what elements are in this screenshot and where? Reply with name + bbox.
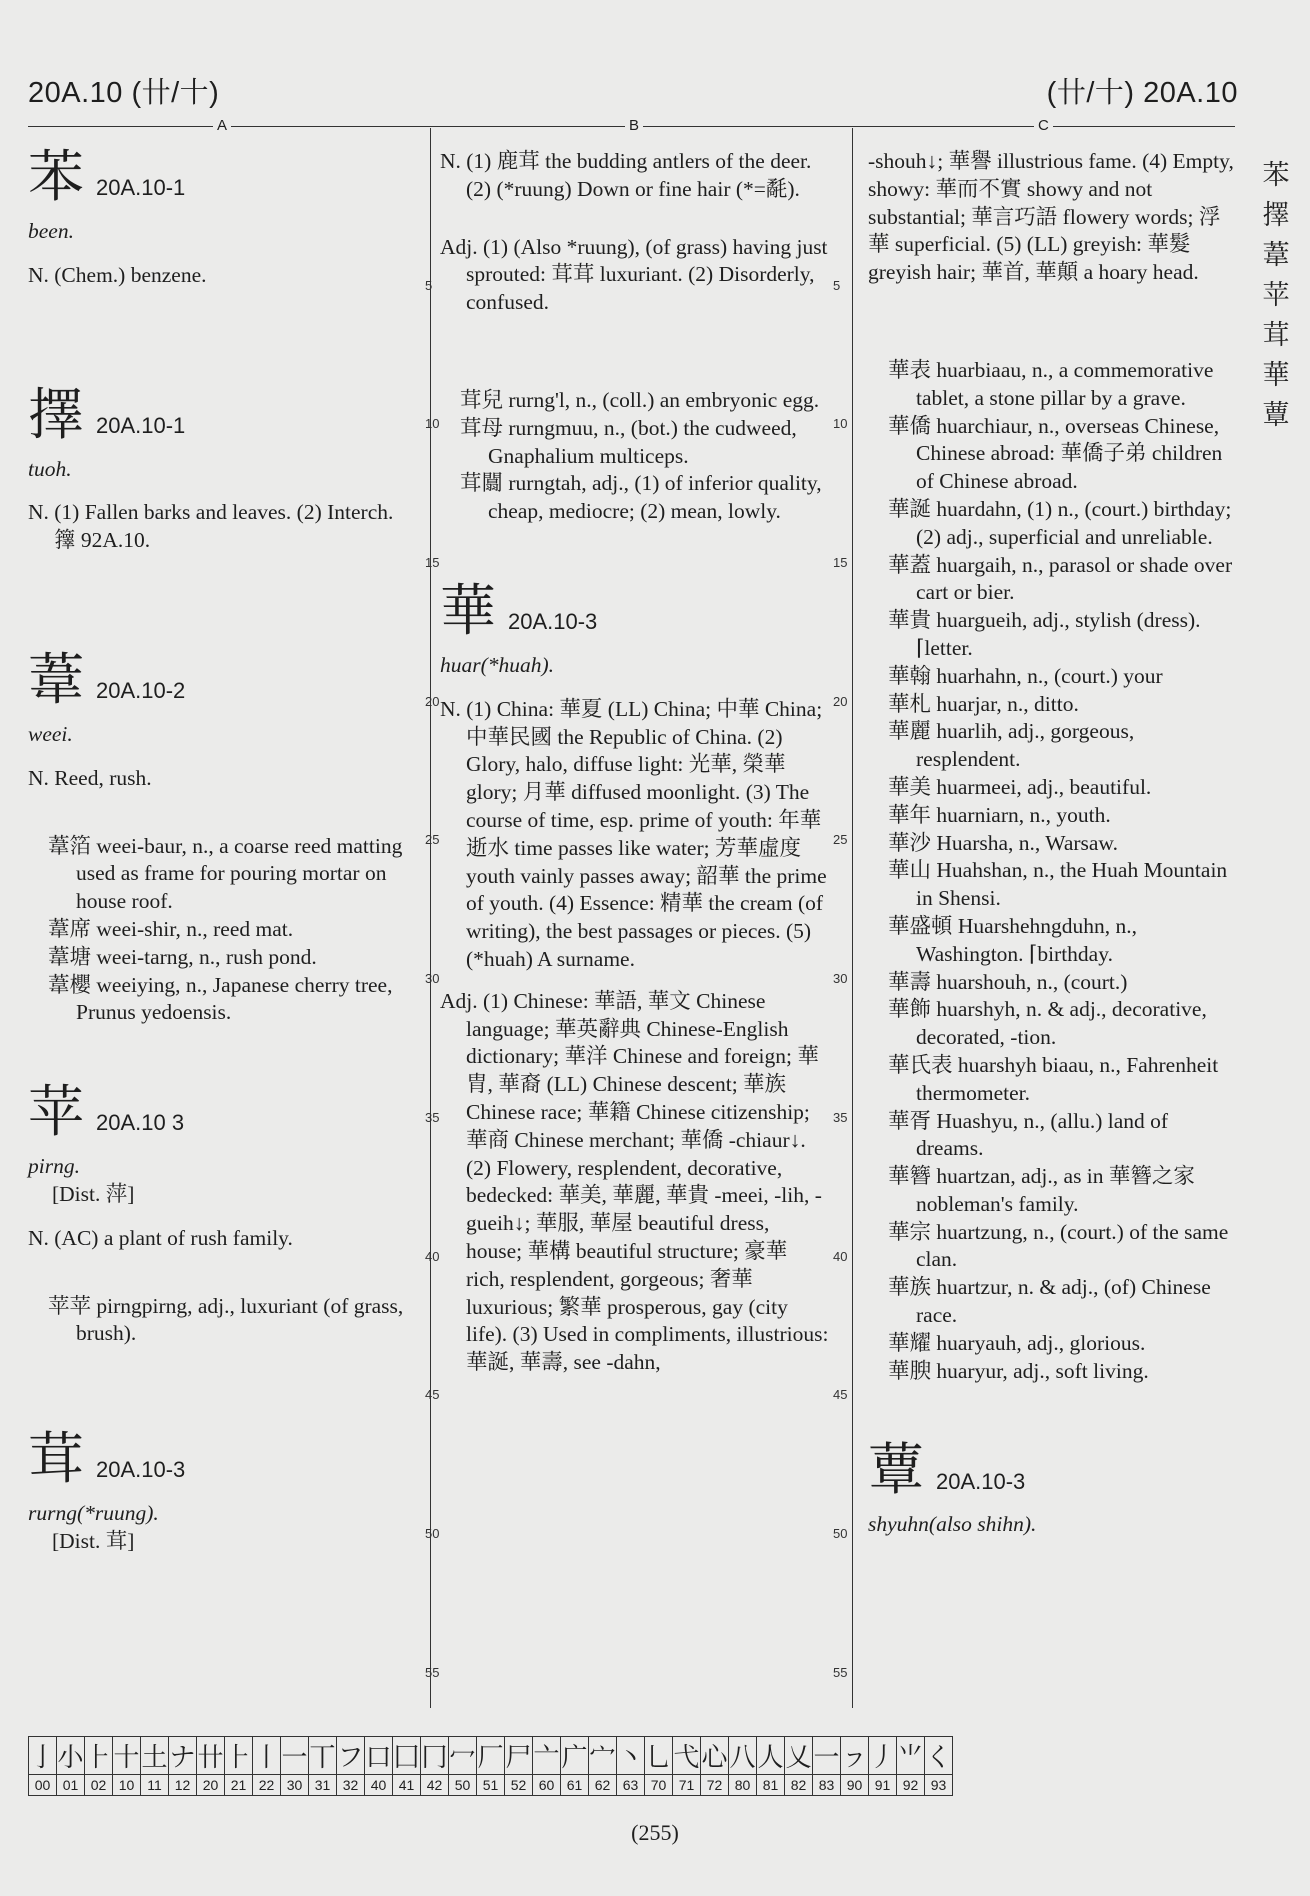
radical-number-row — [29, 1775, 953, 1796]
compound-entry: 華麗 huarlih, adj., gorgeous, resplendent. — [888, 719, 1135, 772]
definition-continued: -shouh↓; 華譽 illustrious fame. (4) Empty, showy: 華而不實 showy and not substantial; 華言巧語 flowery words; 浮華 superficial. (5) (LL) greyish: 華髮 greyish hair; 華首, 華顛 a hoary head. — [868, 149, 1234, 285]
radical-symbol[interactable]: 乂 — [785, 1737, 813, 1775]
distinction-note: [Dist. 茸] — [52, 1528, 135, 1553]
compound-entry: 茸闒 rurngtah, adj., (1) of inferior quality, cheap, mediocre; (2) mean, lowly. — [460, 471, 822, 524]
line-number: 15 — [425, 555, 440, 570]
headword-char: 華 — [440, 578, 496, 644]
page-number: (255) — [631, 1820, 679, 1845]
radical-number[interactable]: 92 — [897, 1775, 925, 1796]
line-number: 35 — [833, 1110, 848, 1125]
headword-code: 20A.10-1 — [96, 412, 186, 438]
radical-number[interactable]: 90 — [841, 1775, 869, 1796]
romanization: weei. — [28, 721, 73, 746]
side-index-char: 茸 — [1262, 320, 1290, 351]
radical-symbol[interactable]: 心 — [701, 1737, 729, 1775]
radical-symbol[interactable]: 十 — [113, 1737, 141, 1775]
definition: N. (AC) a plant of rush family. — [28, 1225, 293, 1250]
radical-number[interactable]: 93 — [925, 1775, 953, 1796]
radical-symbol[interactable]: ⺊ — [85, 1737, 113, 1775]
radical-number[interactable]: 51 — [477, 1775, 505, 1796]
headword-code: 20A.10-3 — [96, 1457, 186, 1483]
line-number: 25 — [425, 832, 440, 847]
compound-entry: 葦箔 weei-baur, n., a coarse reed matting used as frame for pouring mortar on house roof. — [48, 833, 403, 914]
line-number: 10 — [425, 416, 440, 431]
entry-heading — [28, 145, 420, 210]
entry-heading — [440, 578, 830, 644]
radical-number[interactable]: 10 — [113, 1775, 141, 1796]
radical-symbol[interactable]: 宀 — [589, 1737, 617, 1775]
compound-entry: 華山 Huahshan, n., the Huah Mountain in Shensi. — [888, 858, 1228, 911]
side-index — [1258, 156, 1294, 436]
headword-code: 20A.10 3 — [96, 1110, 185, 1136]
radical-symbol[interactable]: ナ — [169, 1737, 197, 1775]
radical-symbol[interactable]: 厂 — [477, 1737, 505, 1775]
definition: N. (1) China: 華夏 (LL) China; 中華 China; 中華民國 the Republic of China. (2) Glory, halo, diffuse light: 光華, 榮華 glory; 月華 diffused moonlight. (3) The course of time, esp. prime of youth: 年華逝水 time passes like water; 芳華虛度 youth vainly passes away; 韶華 the prime of youth. (4) Essence: 精華 the cream (of writing), the best passages or pieces. (5) (*huah) A surname. — [440, 696, 827, 971]
radical-number[interactable]: 40 — [365, 1775, 393, 1796]
column-divider-bc — [852, 128, 853, 1708]
radical-symbol[interactable]: く — [925, 1737, 953, 1775]
romanization: rurng(*ruung). — [28, 1501, 159, 1526]
compound-entry: 華美 huarmeei, adj., beautiful. — [888, 774, 1152, 799]
line-number: 45 — [425, 1387, 440, 1402]
compound-entry: 華飾 huarshyh, n. & adj., decorative, decorated, -tion. — [888, 997, 1207, 1050]
line-number: 35 — [425, 1110, 440, 1125]
radical-number[interactable]: 70 — [645, 1775, 673, 1796]
radical-number[interactable]: 60 — [533, 1775, 561, 1796]
compound-entry: 葦席 weei-shir, n., reed mat. — [48, 916, 294, 941]
column-divider-ab — [430, 128, 431, 1708]
radical-number[interactable]: 22 — [253, 1775, 281, 1796]
compound-entry: 華年 huarniarn, n., youth. — [888, 802, 1111, 827]
side-index-char: 葦 — [1262, 240, 1290, 271]
compound-entry: 華胥 Huashyu, n., (allu.) land of dreams. — [888, 1108, 1169, 1161]
radical-symbol[interactable]: フ — [337, 1737, 365, 1775]
side-index-char: 苯 — [1262, 160, 1290, 191]
radical-symbol[interactable]: 亅 — [29, 1737, 57, 1775]
radical-symbol[interactable]: 丨 — [253, 1737, 281, 1775]
line-number: 55 — [425, 1665, 440, 1680]
compound-entry: 茸母 rurngmuu, n., (bot.) the cudweed, Gnaphalium multiceps. — [460, 415, 797, 468]
radical-symbol[interactable]: 人 — [757, 1737, 785, 1775]
compound-entry: 華腴 huaryur, adj., soft living. — [888, 1358, 1149, 1383]
radical-symbol[interactable]: 丅 — [309, 1737, 337, 1775]
radical-number[interactable]: 71 — [673, 1775, 701, 1796]
compound-entry: 華札 huarjar, n., ditto. — [888, 691, 1079, 716]
romanization: pirng. — [28, 1154, 80, 1179]
romanization: been. — [28, 219, 74, 243]
header-right: (卄/十) 20A.10 — [1046, 77, 1238, 109]
headword-char: 苹 — [28, 1080, 84, 1146]
entry-heading — [28, 1427, 420, 1493]
compound-entry: 茸兒 rurng'l, n., (coll.) an embryonic egg. — [460, 387, 820, 412]
headword-code: 20A.10-1 — [96, 175, 186, 201]
radical-symbol[interactable]: 一 — [813, 1737, 841, 1775]
radical-symbol[interactable]: ⺌ — [897, 1737, 925, 1775]
compound-entry: 華翰 huarhahn, n., (court.) your — [888, 663, 1163, 688]
radical-symbol[interactable]: 囗 — [393, 1737, 421, 1775]
compound-entry: 華壽 huarshouh, n., (court.) — [888, 969, 1128, 994]
radical-index-table — [28, 1736, 953, 1796]
radical-symbol[interactable]: 尸 — [505, 1737, 533, 1775]
line-number: 10 — [833, 416, 848, 431]
headword-code: 20A.10-3 — [508, 609, 598, 635]
headword-code: 20A.10-2 — [96, 678, 186, 704]
radical-number[interactable]: 50 — [449, 1775, 477, 1796]
headword-char: 擇 — [28, 382, 84, 448]
definition: Adj. (1) (Also *ruung), (of grass) having just sprouted: 茸茸 luxuriant. (2) Disorderly, confused. — [440, 234, 828, 315]
column-a — [28, 145, 420, 1556]
radical-symbol[interactable]: 广 — [561, 1737, 589, 1775]
line-number: 15 — [833, 555, 848, 570]
radical-number[interactable]: 52 — [505, 1775, 533, 1796]
headword-char: 茸 — [28, 1427, 84, 1493]
column-c — [868, 148, 1238, 1539]
radical-symbol[interactable]: 冖 — [449, 1737, 477, 1775]
entry-heading — [28, 1080, 420, 1146]
romanization: tuoh. — [28, 456, 72, 481]
distinction-note: [Dist. 萍] — [52, 1181, 135, 1206]
radical-symbol[interactable]: ㇷ — [841, 1737, 869, 1775]
line-number: 55 — [833, 1665, 848, 1680]
definition: N. Reed, rush. — [28, 765, 152, 790]
line-number: 50 — [425, 1526, 440, 1541]
radical-symbol[interactable]: 弋 — [673, 1737, 701, 1775]
radical-symbol[interactable]: 乚 — [645, 1737, 673, 1775]
definition: N. (Chem.) benzene. — [28, 262, 207, 287]
line-number: 20 — [833, 694, 848, 709]
radical-number[interactable]: 62 — [589, 1775, 617, 1796]
column-letter-c: C — [1034, 117, 1053, 134]
side-index-char: 苹 — [1262, 280, 1290, 311]
compound-entry: 苹苹 pirngpirng, adj., luxuriant (of grass, brush). — [48, 1293, 404, 1346]
radical-symbol[interactable]: 小 — [57, 1737, 85, 1775]
entry-heading — [28, 647, 420, 713]
compound-entry: 葦櫻 weeiying, n., Japanese cherry tree, Prunus yedoensis. — [48, 972, 393, 1025]
radical-number[interactable]: 20 — [197, 1775, 225, 1796]
radical-number[interactable]: 41 — [393, 1775, 421, 1796]
compound-entry: 華誕 huardahn, (1) n., (court.) birthday; (2) adj., superficial and unreliable. — [888, 496, 1232, 549]
radical-number[interactable]: 91 — [869, 1775, 897, 1796]
side-index-char: 蕈 — [1262, 400, 1290, 431]
compound-entry: 華僑 huarchiaur, n., overseas Chinese, Chinese abroad: 華僑子弟 children of Chinese abroad. — [888, 413, 1223, 494]
radical-number[interactable]: 21 — [225, 1775, 253, 1796]
radical-number[interactable]: 01 — [57, 1775, 85, 1796]
radical-number[interactable]: 12 — [169, 1775, 197, 1796]
header-left: 20A.10 (卄/十) — [28, 77, 220, 109]
radical-symbol[interactable]: ⺊ — [225, 1737, 253, 1775]
radical-number[interactable]: 82 — [785, 1775, 813, 1796]
headword-char: 葦 — [28, 647, 84, 713]
radical-number[interactable]: 63 — [617, 1775, 645, 1796]
side-index-char: 華 — [1262, 360, 1290, 391]
line-number: 40 — [833, 1249, 848, 1264]
side-index-char: 擇 — [1262, 200, 1290, 231]
radical-symbol[interactable]: 口 — [365, 1737, 393, 1775]
compound-entry: 華蓋 huargaih, n., parasol or shade over cart or bier. — [888, 552, 1233, 605]
entry-heading — [868, 1438, 1238, 1504]
compound-entry: 華表 huarbiaau, n., a commemorative tablet, a stone pillar by a grave. — [888, 357, 1214, 410]
line-number: 5 — [425, 278, 433, 293]
radical-number[interactable]: 31 — [309, 1775, 337, 1796]
radical-number[interactable]: 11 — [141, 1775, 169, 1796]
line-number: 20 — [425, 694, 440, 709]
radical-number[interactable]: 42 — [421, 1775, 449, 1796]
headword-char: 苯 — [28, 145, 84, 210]
radical-number[interactable]: 32 — [337, 1775, 365, 1796]
headword-char: 蕈 — [868, 1438, 924, 1504]
romanization: huar(*huah). — [440, 652, 555, 677]
line-number: 30 — [425, 971, 440, 986]
radical-symbol[interactable]: 八 — [729, 1737, 757, 1775]
radical-number[interactable]: 72 — [701, 1775, 729, 1796]
column-letter-b: B — [625, 117, 643, 134]
line-number: 30 — [833, 971, 848, 986]
radical-symbol[interactable]: 丶 — [617, 1737, 645, 1775]
compound-entry: 華氏表 huarshyh biaau, n., Fahrenheit thermometer. — [888, 1052, 1219, 1105]
compound-entry: 華貴 huargueih, adj., stylish (dress). ⌈letter. — [888, 608, 1201, 660]
compound-entry: 華耀 huaryauh, adj., glorious. — [888, 1330, 1146, 1355]
column-b — [440, 148, 830, 1391]
compound-entry: 華沙 Huarsha, n., Warsaw. — [888, 830, 1118, 855]
radical-symbol[interactable]: 冂 — [421, 1737, 449, 1775]
radical-symbol[interactable]: 丿 — [869, 1737, 897, 1775]
line-number: 5 — [833, 278, 841, 293]
definition: N. (1) 鹿茸 the budding antlers of the deer. (2) (*ruung) Down or fine hair (*=氄). — [440, 149, 812, 201]
radical-number[interactable]: 80 — [729, 1775, 757, 1796]
compound-entry: 葦塘 weei-tarng, n., rush pond. — [48, 944, 317, 969]
definition: Adj. (1) Chinese: 華語, 華文 Chinese language; 華英辭典 Chinese-English dictionary; 華洋 Chinese and foreign; 華胄, 華裔 (LL) Chinese descent; 華族 Chinese race; 華籍 Chinese citizenship; 華商 Chinese merchant; 華僑 -chiaur↓. (2) Flowery, resplendent, decorative, bedecked: 華美, 華麗, 華貴 -meei, -lih, -gueih↓; 華服, 華屋 beautiful dress, house; 華構 beautiful structure; 豪華 rich, resplendent, gorgeous; 奢華 luxurious; 繁華 prosperous, gay (city life). (3) Used in compliments, illustrious: 華誕, 華壽, see -dahn, — [440, 988, 829, 1375]
definition: N. (1) Fallen barks and leaves. (2) Interch. 籜 92A.10. — [28, 500, 394, 553]
radical-number[interactable]: 02 — [85, 1775, 113, 1796]
radical-symbol[interactable]: 亠 — [533, 1737, 561, 1775]
compound-entry: 華簪 huartzan, adj., as in 華簪之家 nobleman's family. — [888, 1164, 1195, 1216]
radical-number[interactable]: 81 — [757, 1775, 785, 1796]
radical-symbol[interactable]: 卄 — [197, 1737, 225, 1775]
compound-entry: 華宗 huartzung, n., (court.) of the same clan. — [888, 1219, 1229, 1272]
romanization: shyuhn(also shihn). — [868, 1512, 1037, 1537]
line-number: 45 — [833, 1387, 848, 1402]
line-number: 25 — [833, 832, 848, 847]
radical-symbol[interactable]: 土 — [141, 1737, 169, 1775]
column-letter-a: A — [213, 117, 231, 134]
radical-number[interactable]: 83 — [813, 1775, 841, 1796]
compound-entry: 華族 huartzur, n. & adj., (of) Chinese race. — [888, 1275, 1211, 1328]
radical-number[interactable]: 61 — [561, 1775, 589, 1796]
radical-symbol[interactable]: 一 — [281, 1737, 309, 1775]
radical-symbol-row — [29, 1737, 953, 1775]
line-number: 50 — [833, 1526, 848, 1541]
entry-heading — [28, 382, 420, 448]
compound-entry: 華盛頓 Huarshehngduhn, n., Washington. ⌈birthday. — [888, 913, 1138, 966]
line-number: 40 — [425, 1249, 440, 1264]
headword-code: 20A.10-3 — [936, 1468, 1026, 1494]
radical-number[interactable]: 30 — [281, 1775, 309, 1796]
radical-number[interactable]: 00 — [29, 1775, 57, 1796]
